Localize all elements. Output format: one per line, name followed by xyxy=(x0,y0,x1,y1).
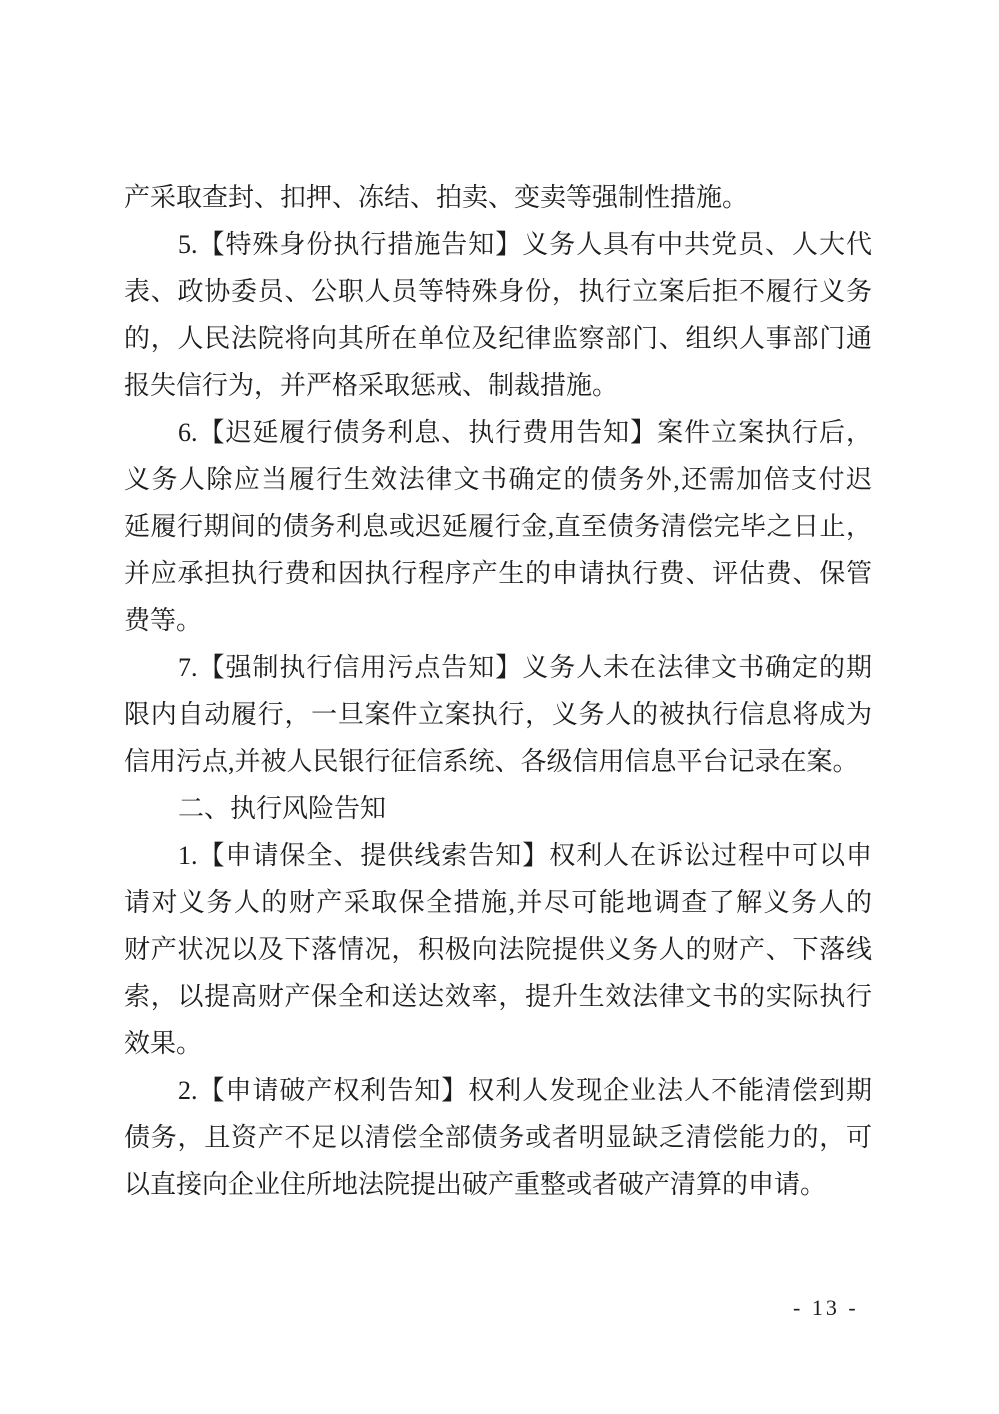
text-line: 表、政协委员、公职人员等特殊身份，执行立案后拒不履行义务 xyxy=(124,277,872,306)
text-line: 的，人民法院将向其所在单位及纪律监察部门、组织人事部门通 xyxy=(124,324,872,353)
text-line: 索，以提高财产保全和送达效率，提升生效法律文书的实际执行 xyxy=(124,982,872,1011)
text-line: 7.【强制执行信用污点告知】义务人未在法律文书确定的期 xyxy=(178,653,872,682)
text-line: 限内自动履行，一旦案件立案执行，义务人的被执行信息将成为 xyxy=(124,700,872,729)
text-line: 5.【特殊身份执行措施告知】义务人具有中共党员、人大代 xyxy=(178,230,872,259)
text-line: 2.【申请破产权利告知】权利人发现企业法人不能清偿到期 xyxy=(178,1076,872,1105)
text-line: 请对义务人的财产采取保全措施,并尽可能地调查了解义务人的 xyxy=(124,888,872,917)
text-line: 义务人除应当履行生效法律文书确定的债务外,还需加倍支付迟 xyxy=(124,465,872,494)
text-line: 产采取查封、扣押、冻结、拍卖、变卖等强制性措施。 xyxy=(124,183,749,212)
text-line: 1.【申请保全、提供线索告知】权利人在诉讼过程中可以申 xyxy=(178,841,872,870)
text-line: 费等。 xyxy=(124,606,203,635)
text-line: 6.【迟延履行债务利息、执行费用告知】案件立案执行后， xyxy=(178,418,872,447)
page-number: - 13 - xyxy=(793,1295,859,1320)
text-line: 以直接向企业住所地法院提出破产重整或者破产清算的申请。 xyxy=(124,1170,827,1199)
text-line: 效果。 xyxy=(124,1029,203,1058)
text-line: 并应承担执行费和因执行程序产生的申请执行费、评估费、保管 xyxy=(124,559,872,588)
text-line: 债务，且资产不足以清偿全部债务或者明显缺乏清偿能力的，可 xyxy=(124,1123,872,1152)
text-line: 财产状况以及下落情况，积极向法院提供义务人的财产、下落线 xyxy=(124,935,872,964)
text-line: 报失信行为，并严格采取惩戒、制裁措施。 xyxy=(124,371,619,400)
text-line: 信用污点,并被人民银行征信系统、各级信用信息平台记录在案。 xyxy=(124,747,859,776)
document-body xyxy=(124,174,872,1208)
section-heading: 二、执行风险告知 xyxy=(178,794,387,823)
text-line: 延履行期间的债务利息或迟延履行金,直至债务清偿完毕之日止， xyxy=(124,512,872,541)
